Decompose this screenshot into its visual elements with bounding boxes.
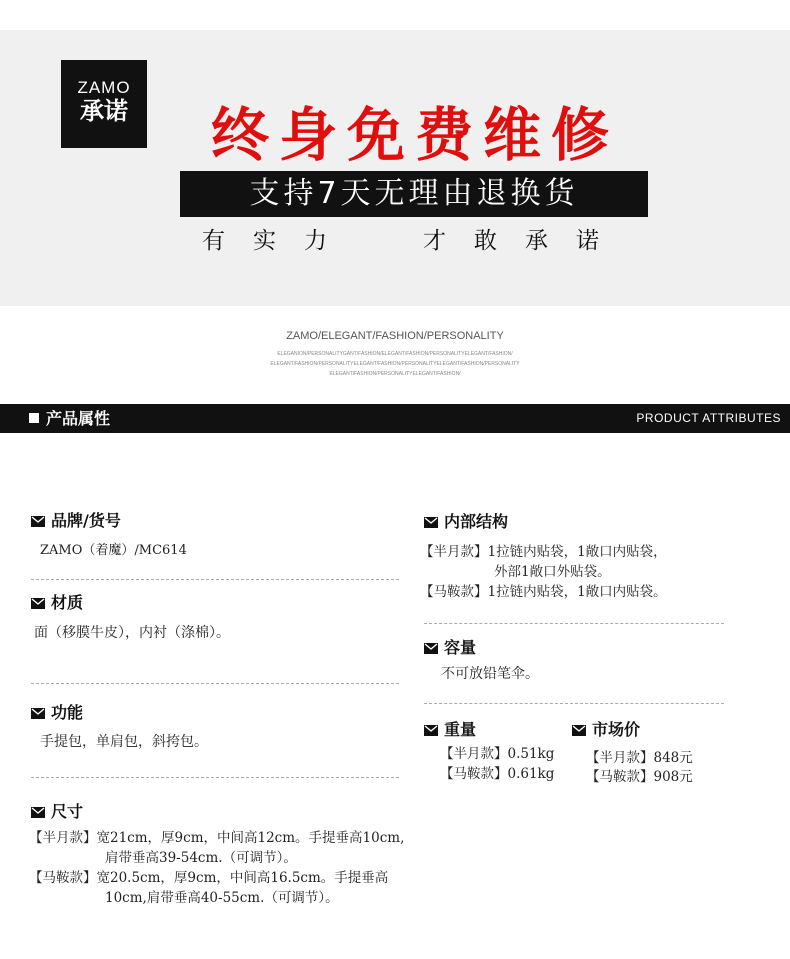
section-title-cn: 产品属性 [46,409,111,428]
function-label: 功能 [51,703,84,722]
envelope-icon [31,708,45,719]
envelope-icon [31,598,45,609]
envelope-icon [424,517,438,528]
function-title [31,703,83,723]
tagline-small-1: ELEGANION/PERSONALITYGANT/FASHION/ELEGANT/FASHION/PERSONALITYELEGANT/FASHION/ [277,351,513,357]
envelope-icon [424,725,438,736]
slogan-left: 有实力 [202,228,355,254]
slogan-right: 才敢承诺 [423,228,627,254]
price-line-2: 【马鞍款】908元 [586,769,693,785]
section-header [0,404,790,433]
capacity-label: 容量 [444,638,477,657]
tagline-small-3: ELEGANT/FASHION/PERSONALITYELEGANT/FASHION/ [329,371,461,377]
envelope-icon [31,807,45,818]
logo-text-en: ZAMO [77,78,131,97]
price-label: 市场价 [592,720,641,739]
size-line-1: 【半月款】宽21cm，厚9cm，中间高12cm。手提垂高10cm, [29,830,405,846]
tagline-small-2: ELEGANT/FASHION/PERSONALITYELEGANT/FASHION/PERSONALITYELEGANT/FASHION/PERSONALITY [270,361,520,367]
divider [31,579,399,580]
divider [424,623,724,624]
logo-text-cn: 承诺 [80,97,128,125]
return-policy-bar: 支持7天无理由退换货 [180,171,648,217]
weight-line-1: 【半月款】0.51kg [440,746,555,762]
size-line-4: 10cm,肩带垂高40-55cm.（可调节）。 [105,890,339,906]
structure-label: 内部结构 [444,512,509,531]
material-label: 材质 [51,593,84,612]
price-title [572,720,640,740]
price-line-1: 【半月款】848元 [586,750,693,766]
brand-title [31,511,121,531]
size-title [31,802,83,822]
brand-label: 品牌/货号 [51,511,121,530]
structure-title [424,512,508,532]
size-line-3: 【马鞍款】宽20.5cm，厚9cm，中间高16.5cm。手提垂高 [29,870,389,886]
size-label: 尺寸 [51,802,84,821]
weight-title [424,720,476,740]
weight-line-2: 【马鞍款】0.61kg [440,766,555,782]
brand-value: ZAMO（着魔）/MC614 [40,543,187,558]
divider [31,777,399,778]
structure-line-1: 【半月款】1拉链内贴袋，1敞口内贴袋， [420,544,667,560]
tagline-main: ZAMO/ELEGANT/FASHION/PERSONALITY [286,330,504,342]
size-line-2: 肩带垂高39-54cm.（可调节）。 [105,850,297,866]
structure-line-3: 【马鞍款】1拉链内贴袋，1敞口内贴袋。 [420,584,667,600]
envelope-icon [572,725,586,736]
headline: 终身免费维修 [210,101,619,169]
material-value: 面（移膜牛皮），内衬（涤棉）。 [34,625,230,641]
envelope-icon [31,516,45,527]
square-icon [29,413,39,423]
capacity-title [424,638,476,658]
envelope-icon [424,643,438,654]
divider [424,703,724,704]
capacity-value: 不可放铅笔伞。 [441,666,539,682]
divider [31,683,399,684]
weight-label: 重量 [444,720,477,739]
material-title [31,593,83,613]
section-title-en: PRODUCT ATTRIBUTES [636,411,781,425]
function-value: 手提包，单肩包，斜挎包。 [40,734,208,750]
structure-line-2: 外部1敞口外贴袋。 [494,564,611,580]
